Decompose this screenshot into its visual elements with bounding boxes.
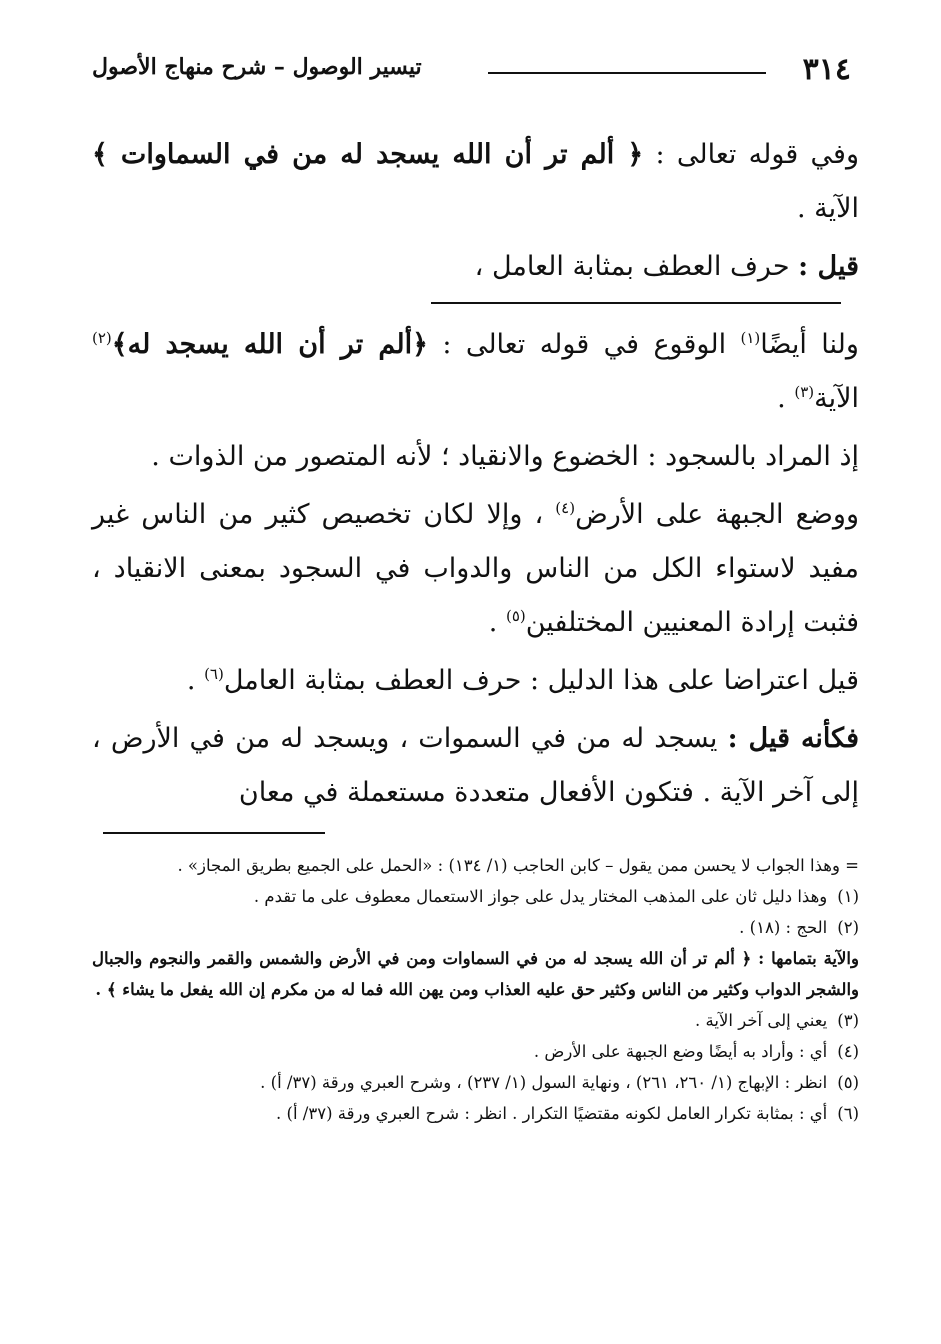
footnote-6	[92, 1098, 859, 1129]
footnote-2	[92, 912, 859, 943]
paragraph-6	[92, 654, 859, 708]
footnote-ref: (٤)	[555, 499, 576, 517]
paragraph-1	[92, 128, 859, 236]
footnote-number: (٦)	[837, 1104, 859, 1123]
footnote-text: يعني إلى آخر الآية .	[695, 1011, 828, 1030]
quran-quote: ﴿ ألم تر أن الله يسجد له من في السماوات ﴾	[92, 139, 644, 170]
footnote-ref: (١)	[740, 329, 761, 347]
text-span: الوقوع في قوله تعالى :	[442, 329, 727, 360]
footnote-number: (١)	[837, 887, 859, 906]
paragraph-2	[92, 240, 859, 294]
footnote-text: انظر : الإبهاج (١/ ٢٦٠، ٢٦١) ، ونهاية السول (١/ ٢٣٧) ، وشرح العبري ورقة (٣٧/ أ) .	[260, 1073, 828, 1092]
text-span: .	[777, 383, 786, 414]
text-span: ولنا أيضًا	[760, 329, 859, 360]
text-span: .	[186, 665, 196, 696]
header-rule	[488, 72, 766, 74]
text-span: ووضع الجبهة على الأرض	[575, 499, 860, 530]
footnote-text: أي : بمثابة تكرار العامل لكونه مقتضيًا التكرار . انظر : شرح العبري ورقة (٣٧/ أ) .	[276, 1104, 828, 1123]
footnote-3	[92, 1005, 859, 1036]
text-span: الآية .	[796, 193, 859, 224]
footnote-ref: (٣)	[794, 383, 815, 401]
qila-label: فكأنه قيل :	[727, 723, 859, 754]
footnote-text: أي : وأراد به أيضًا وضع الجبهة على الأرض .	[533, 1042, 828, 1061]
main-text	[92, 128, 859, 824]
footnotes	[92, 850, 859, 1129]
paragraph-3	[92, 318, 859, 426]
paragraph-7	[92, 712, 859, 820]
footnote-ref: (٢)	[92, 329, 112, 347]
paragraph-5	[92, 488, 859, 650]
text-span: يسجد له من في السموات ، ويسجد له من في الأرض ، إلى آخر الآية . فتكون الأفعال متعددة مستعملة في معان	[92, 723, 859, 808]
footnote-text: وهذا دليل ثان على المذهب المختار يدل على جواز الاستعمال معطوف على ما تقدم .	[253, 887, 828, 906]
footnote-2-verse: والآية بتمامها : ﴿ ألم تر أن الله يسجد له من في السماوات ومن في الأرض والشمس والقمر والنجوم والجبال والشجر الدواب وكثير من الناس وكثير حق عليه العذاب ومن يهن الله فما له من مكرم إن الله يفعل ما يشاء ﴾ .	[92, 949, 859, 999]
qila-label: قيل :	[798, 251, 859, 282]
footnote-number: (٤)	[837, 1042, 859, 1061]
footnote-1	[92, 881, 859, 912]
page-number: ٣١٤	[802, 52, 851, 87]
footnote-number: (٣)	[837, 1011, 859, 1030]
text-span: حرف العطف بمثابة العامل ،	[474, 251, 790, 282]
footnote-number: (٢)	[837, 918, 859, 937]
footnote-continuation: = وهذا الجواب لا يحسن ممن يقول – كابن الحاجب (١/ ١٣٤) : «الحمل على الجميع بطريق المجاز» .	[177, 856, 859, 875]
running-title: تيسير الوصول – شرح منهاج الأصول	[92, 54, 422, 80]
footnote-5	[92, 1067, 859, 1098]
footnote-text: الحج : (١٨) .	[739, 918, 828, 937]
section-divider	[431, 302, 841, 304]
paragraph-4: إذ المراد بالسجود : الخضوع والانقياد ؛ لأنه المتصور من الذوات .	[151, 441, 859, 472]
text-span: الآية	[814, 383, 859, 414]
quran-quote: ﴿ألم تر أن الله يسجد له﴾	[111, 329, 428, 360]
footnote-4	[92, 1036, 859, 1067]
text-span: .	[488, 607, 498, 638]
footnote-number: (٥)	[837, 1073, 859, 1092]
text-span: قيل اعتراضا على هذا الدليل : حرف العطف بمثابة العامل	[223, 665, 859, 696]
text-span: وفي قوله تعالى :	[655, 139, 859, 170]
footnote-rule	[103, 832, 325, 834]
footnote-ref: (٥)	[505, 607, 526, 625]
footnote-ref: (٦)	[204, 665, 224, 683]
text-span: ، وإلا لكان تخصيص كثير من الناس غير مفيد لاستواء الكل من الناس والدواب في السجود بمعنى الانقياد ، فثبت إرادة المعنيين المختلفين	[92, 499, 859, 638]
